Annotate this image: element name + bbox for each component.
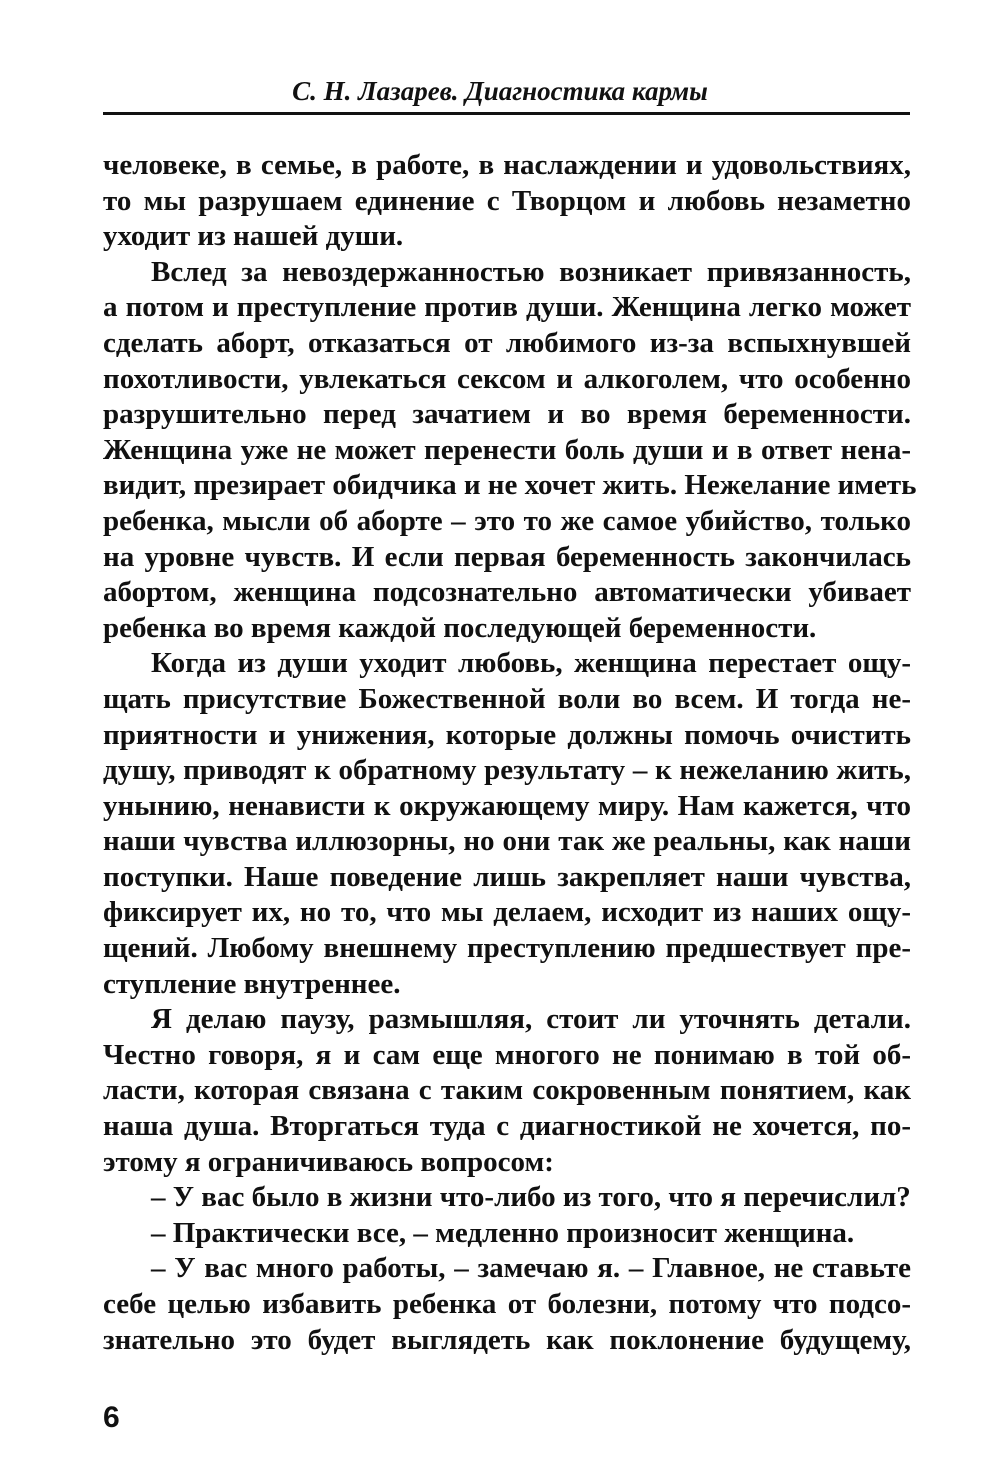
text-line: Честно говоря, я и сам еще многого не понимаю в той об- — [103, 1038, 911, 1071]
text-line: – У вас много работы, – замечаю я. – Главное, не ставьте — [151, 1252, 911, 1285]
text-line: Вслед за невоздержанностью возникает привязанность, — [151, 255, 911, 288]
text-line: ступление внутреннее. — [103, 967, 401, 1000]
text-line: щений. Любому внешнему преступлению предшествует пре- — [103, 932, 911, 965]
text-line: – У вас было в жизни что-либо из того, что я перечислил? — [151, 1181, 911, 1214]
text-line: Я делаю паузу, размышляя, стоит ли уточнять детали. — [151, 1003, 911, 1036]
page-number: 6 — [103, 1401, 120, 1434]
text-line: Когда из души уходит любовь, женщина перестает ощу- — [151, 647, 911, 680]
text-line: а потом и преступление против души. Женщина легко может — [103, 291, 911, 324]
text-line: поступки. Наше поведение лишь закрепляет наши чувства, — [103, 860, 911, 893]
text-line: ребенка во время каждой последующей беременности. — [103, 611, 817, 644]
text-line: Женщина уже не может перенести боль души и в ответ нена- — [103, 433, 911, 466]
header-rule — [103, 112, 910, 115]
text-line: похотливости, увлекаться сексом и алкоголем, что особенно — [103, 362, 911, 395]
text-line: человеке, в семье, в работе, в наслаждении и удовольствиях, — [103, 149, 911, 181]
text-line: разрушительно перед зачатием и во время беременности. — [103, 398, 911, 431]
text-line: абортом, женщина подсознательно автоматически убивает — [103, 576, 911, 609]
text-line: ребенка, мысли об аборте – это то же самое убийство, только — [103, 504, 911, 537]
body-text — [103, 148, 917, 1358]
text-line: этому я ограничиваюсь вопросом: — [103, 1145, 554, 1178]
text-line: душу, приводят к обратному результату – к нежеланию жить, — [103, 754, 911, 787]
text-line: унынию, ненависти к окружающему миру. Нам кажется, что — [103, 789, 911, 822]
text-line: то мы разрушаем единение с Творцом и любовь незаметно — [103, 184, 911, 217]
text-line: уходит из нашей души. — [103, 220, 404, 253]
text-line: знательно это будет выглядеть как поклонение будущему, — [103, 1323, 911, 1356]
text-line: наши чувства иллюзорны, но они так же реальны, как наши — [103, 825, 911, 858]
text-line: сделать аборт, отказаться от любимого из-за вспыхнувшей — [103, 326, 911, 359]
running-header: С. Н. Лазарев. Диагностика кармы — [292, 76, 708, 106]
text-line: на уровне чувств. И если первая беременность закончилась — [103, 540, 911, 573]
text-line: ласти, которая связана с таким сокровенным понятием, как — [103, 1074, 911, 1107]
text-line: наша душа. Вторгаться туда с диагностикой не хочется, по- — [103, 1110, 911, 1143]
text-line: фиксирует их, но то, что мы делаем, исходит из наших ощу- — [103, 896, 911, 929]
text-line: – Практически все, – медленно произносит женщина. — [151, 1216, 855, 1249]
text-line: видит, презирает обидчика и не хочет жить. Нежелание иметь — [103, 469, 917, 502]
text-line: себе целью избавить ребенка от болезни, потому что подсо- — [103, 1288, 911, 1320]
text-line: приятности и унижения, которые должны помочь очистить — [103, 718, 911, 751]
text-line: щать присутствие Божественной воли во всем. И тогда не- — [103, 682, 911, 715]
